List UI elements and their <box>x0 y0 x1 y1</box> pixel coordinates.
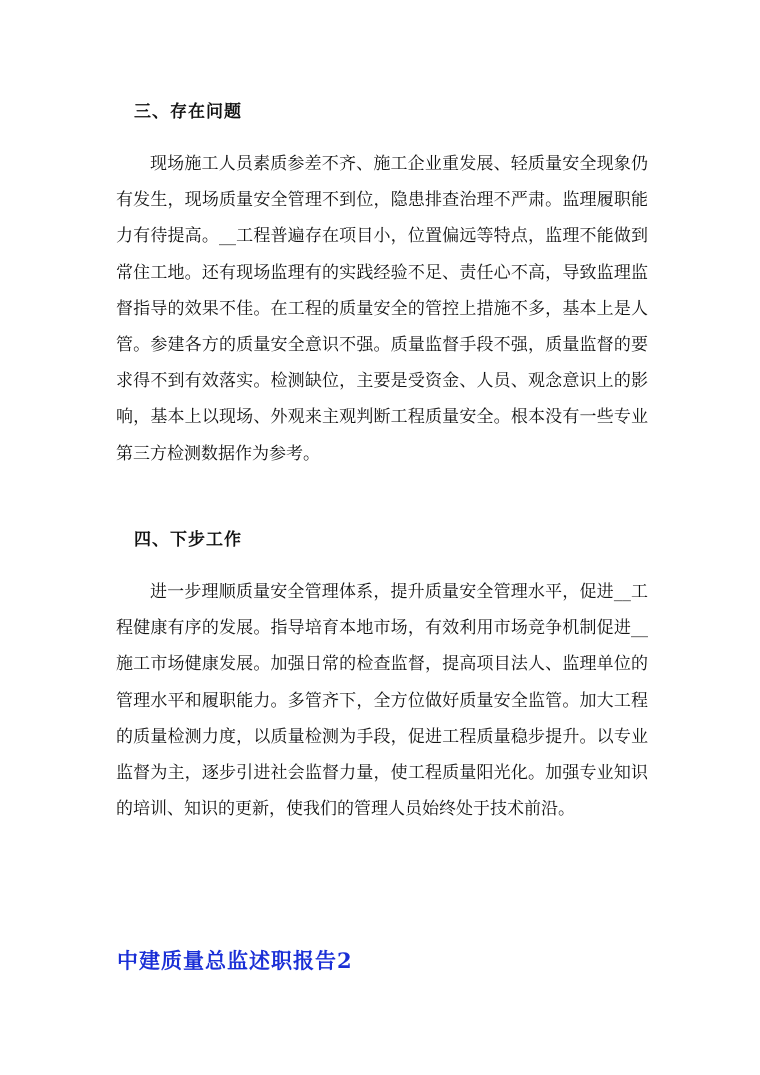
section-heading-next-steps: 四、下步工作 <box>134 530 242 550</box>
section-paragraph-next-steps: 进一步理顺质量安全管理体系，提升质量安全管理水平，促进__工程健康有序的发展。指导培育本地市场，有效利用市场竞争机制促进__施工市场健康发展。加强日常的检查监督，提高项目法人、监理单位的管理水平和履职能力。多管齐下，全方位做好质量安全监管。加大工程的质量检测力度，以质量检测为手段，促进工程质量稳步提升。以专业监督为主，逐步引进社会监督力量，使工程质量阳光化。加强专业知识的培训、知识的更新，使我们的管理人员始终处于技术前沿。 <box>116 582 648 820</box>
section-heading-problems: 三、存在问题 <box>134 102 242 122</box>
section-paragraph-problems: 现场施工人员素质参差不齐、施工企业重发展、轻质量安全现象仍有发生，现场质量安全管理不到位，隐患排查治理不严肃。监理履职能力有待提高。__工程普遍存在项目小，位置偏远等特点，监理不能做到常住工地。还有现场监理有的实践经验不足、责任心不高，导致监理监督指导的效果不佳。在工程的质量安全的管控上措施不多，基本上是人管。参建各方的质量安全意识不强。质量监督手段不强，质量监督的要求得不到有效落实。检测缺位，主要是受资金、人员、观念意识上的影响，基本上以现场、外观来主观判断工程质量安全。根本没有一些专业第三方检测数据作为参考。 <box>116 154 648 464</box>
report-title-2: 中建质量总监述职报告2 <box>117 948 353 973</box>
